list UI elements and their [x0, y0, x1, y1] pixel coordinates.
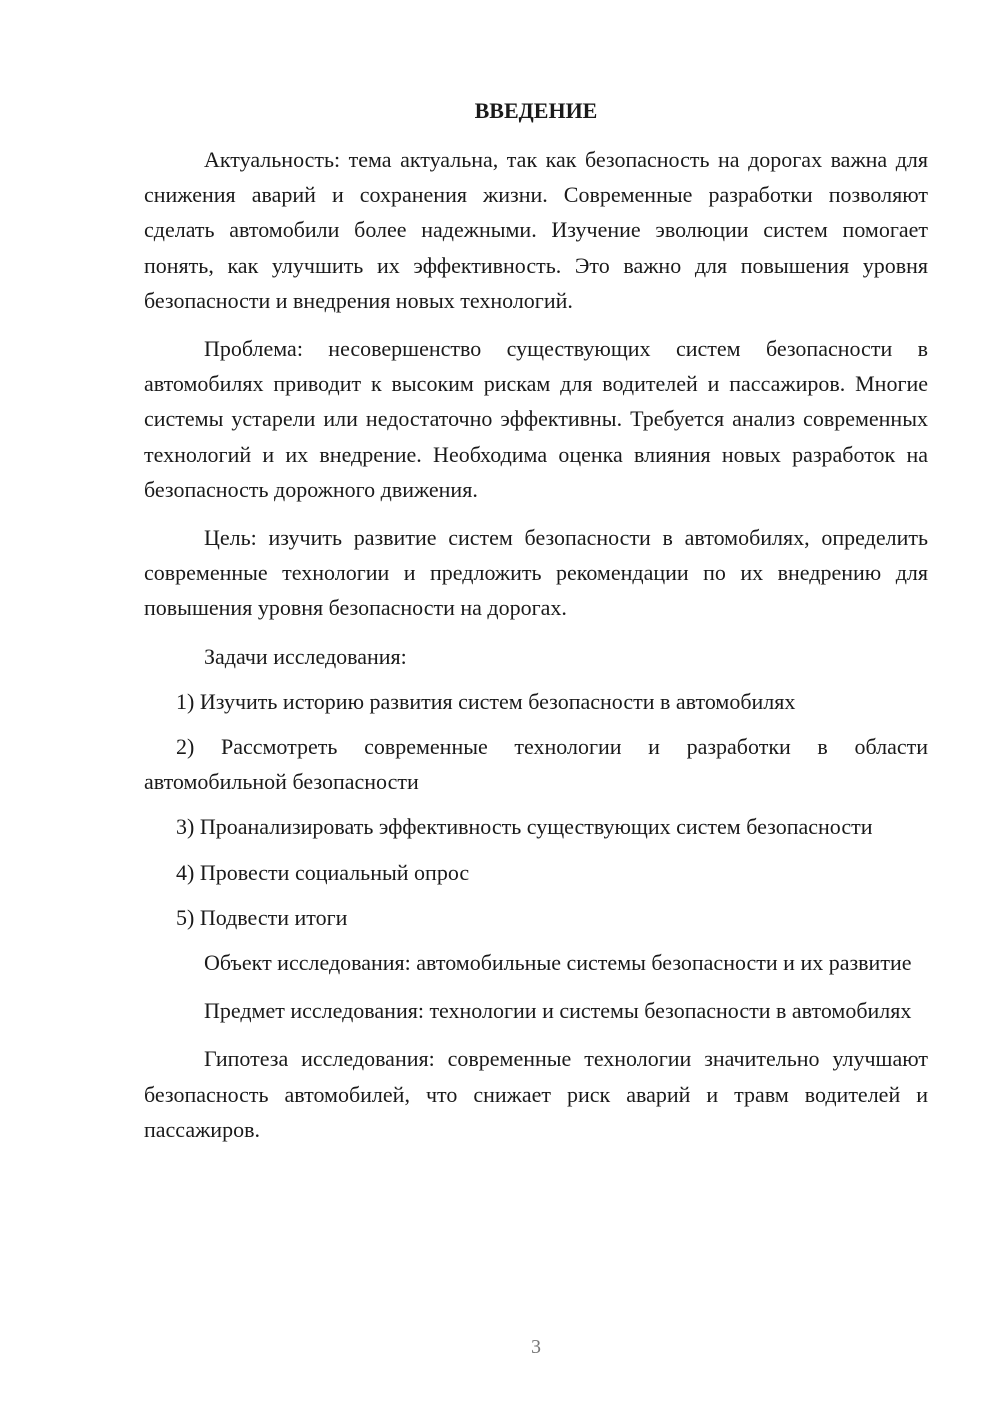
- task-item: 4) Провести социальный опрос: [176, 859, 470, 885]
- goal-paragraph: Цель: изучить развитие систем безопасности в автомобилях, определить современные технологии и предложить рекомендации по их внедрению для повышения уровня безопасности на дорогах.: [144, 525, 928, 621]
- task-item: 3) Проанализировать эффективность существующих систем безопасности: [176, 814, 873, 840]
- task-item: 5) Подвести итоги: [176, 904, 348, 930]
- subject-paragraph: Предмет исследования: технологии и системы безопасности в автомобилях: [204, 998, 912, 1024]
- tasks-heading: Задачи исследования:: [204, 643, 407, 669]
- problem-paragraph: Проблема: несовершенство существующих систем безопасности в автомобилях приводит к высоким рискам для водителей и пассажиров. Многие системы устарели или недостаточно эффективны. Требуется анализ современных технологий и их внедрение. Необходима оценка влияния новых разработок на безопасность дорожного движения.: [144, 336, 928, 502]
- section-heading: ВВЕДЕНИЕ: [474, 98, 598, 123]
- relevance-paragraph: Актуальность: тема актуальна, так как безопасность на дорогах важна для снижения аварий и сохранения жизни. Современные разработки позволяют сделать автомобили более надежными. Изучение эволюции систем помогает понять, как улучшить их эффективность. Это важно для повышения уровня безопасности и внедрения новых технологий.: [144, 147, 928, 313]
- task-item: 1) Изучить историю развития систем безопасности в автомобилях: [176, 688, 796, 714]
- page-number: 3: [531, 1336, 541, 1358]
- tasks-list: [144, 684, 928, 935]
- task-item: 2) Рассмотреть современные технологии и разработки в области автомобильной безопасности: [144, 734, 928, 795]
- hypothesis-paragraph: Гипотеза исследования: современные технологии значительно улучшают безопасность автомобилей, что снижает риск аварий и травм водителей и пассажиров.: [144, 1046, 928, 1142]
- document-body: [144, 142, 928, 1160]
- object-paragraph: Объект исследования: автомобильные системы безопасности и их развитие: [204, 950, 912, 976]
